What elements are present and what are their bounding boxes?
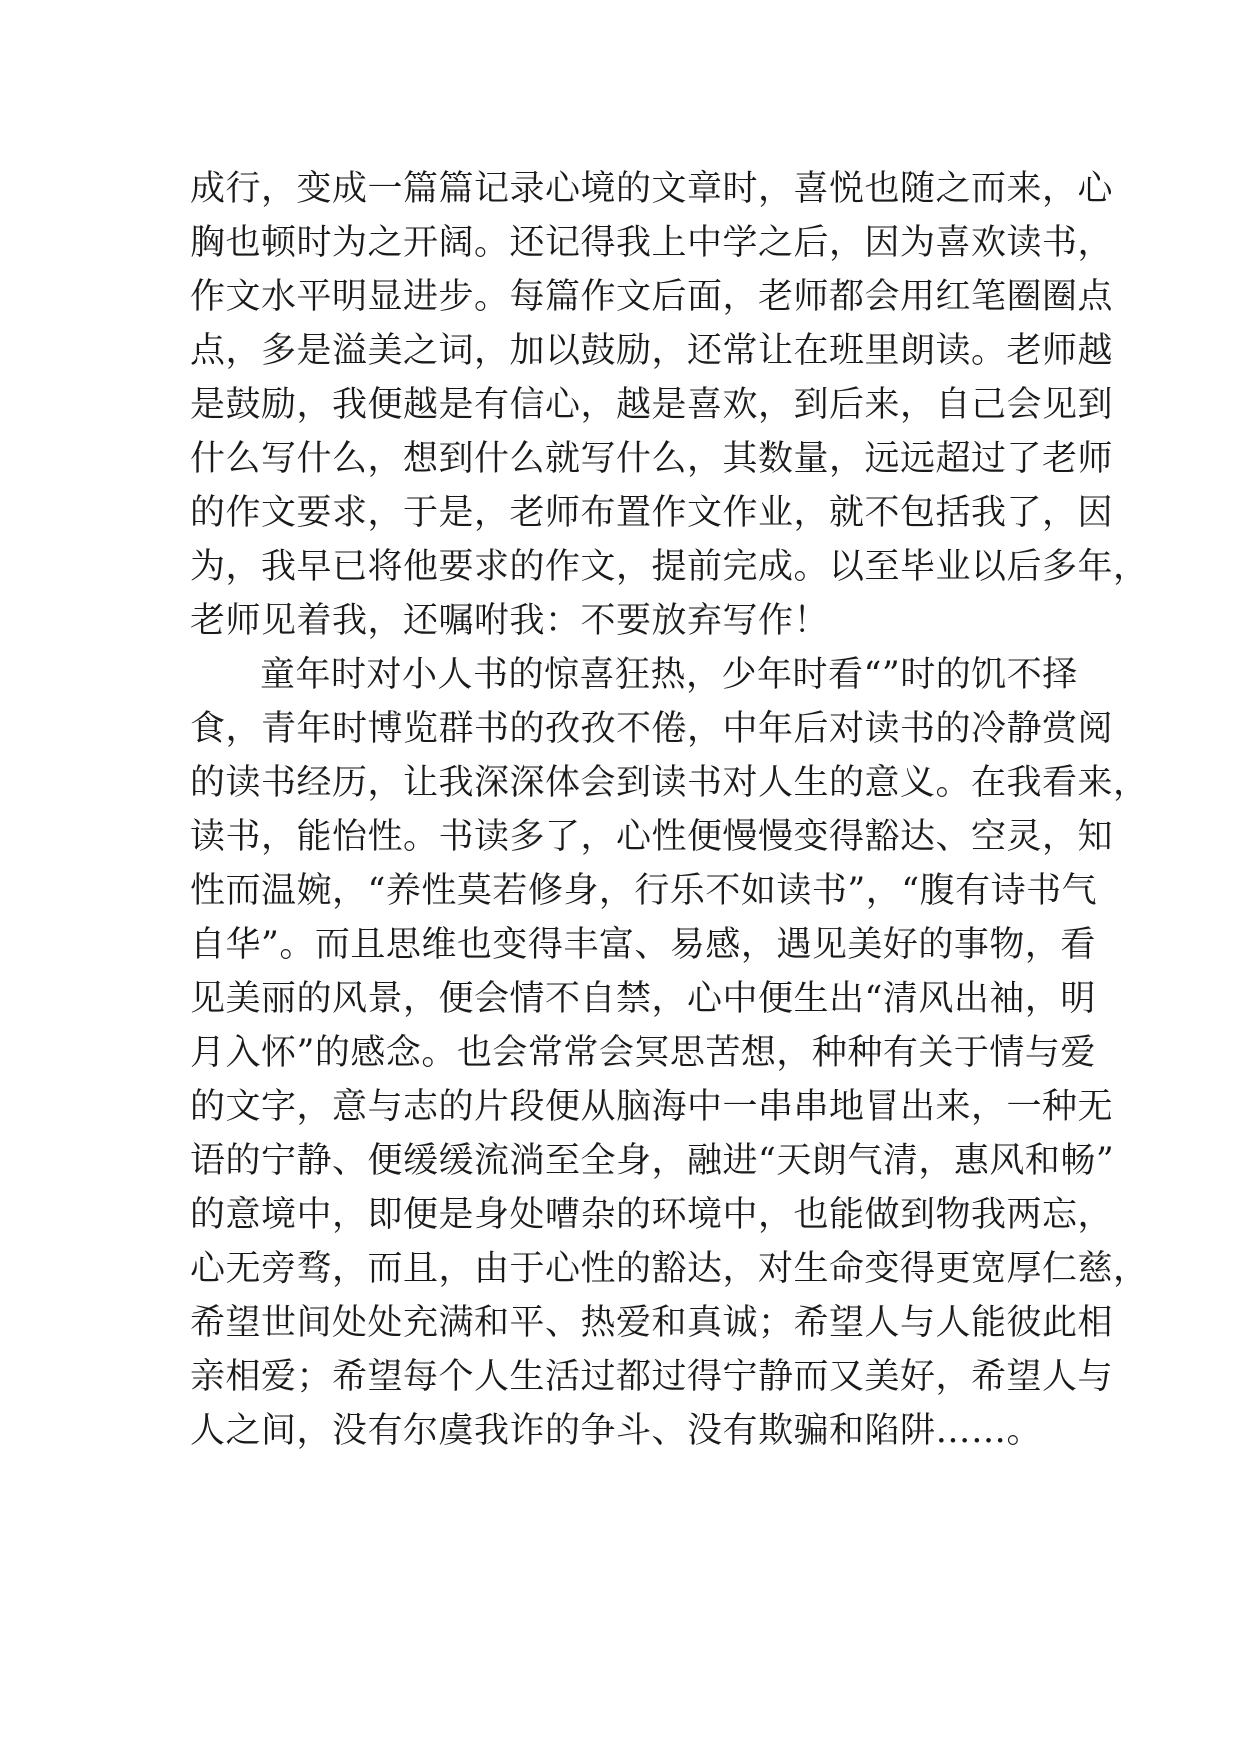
text-line: 性而温婉，“养性莫若修身，行乐不如读书”，“腹有诗书气 xyxy=(190,871,1098,911)
text-line: 胸也顿时为之开阔。还记得我上中学之后，因为喜欢读书， xyxy=(190,223,1114,263)
text-line: 心无旁骛，而且，由于心性的豁达，对生命变得更宽厚仁慈， xyxy=(190,1249,1149,1289)
text-line: 点，多是溢美之词，加以鼓励，还常让在班里朗读。老师越 xyxy=(190,331,1114,371)
text-line: 食，青年时博览群书的孜孜不倦，中年后对读书的冷静赏阅 xyxy=(190,709,1114,749)
text-line: 月入怀”的感念。也会常常会冥思苦想，种种有关于情与爱 xyxy=(190,1033,1096,1073)
text-line: 老师见着我，还嘱咐我：不要放弃写作！ xyxy=(190,601,830,641)
text-line: 是鼓励，我便越是有信心，越是喜欢，到后来，自己会见到 xyxy=(190,385,1114,425)
text-line: 的意境中，即便是身处嘈杂的环境中，也能做到物我两忘， xyxy=(190,1195,1114,1235)
text-line: 的文字，意与志的片段便从脑海中一串串地冒出来，一种无 xyxy=(190,1087,1114,1127)
text-line: 的作文要求，于是，老师布置作文作业，就不包括我了，因 xyxy=(190,493,1114,533)
body-text xyxy=(190,162,1149,1458)
text-line: 什么写什么，想到什么就写什么，其数量，远远超过了老师 xyxy=(190,439,1114,479)
text-line: 人之间，没有尔虞我诈的争斗、没有欺骗和陷阱……。 xyxy=(190,1411,1043,1451)
text-line: 见美丽的风景，便会情不自禁，心中便生出“清风出袖，明 xyxy=(190,979,1096,1019)
text-line: 为，我早已将他要求的作文，提前完成。以至毕业以后多年， xyxy=(190,547,1149,587)
text-line: 读书，能怡性。书读多了，心性便慢慢变得豁达、空灵，知 xyxy=(190,817,1114,857)
text-line: 希望世间处处充满和平、热爱和真诚；希望人与人能彼此相 xyxy=(190,1303,1114,1343)
text-line: 语的宁静、便缓缓流淌至全身，融进“天朗气清，惠风和畅” xyxy=(190,1141,1115,1181)
text-line: 作文水平明显进步。每篇作文后面，老师都会用红笔圈圈点 xyxy=(190,277,1114,317)
text-line: 亲相爱；希望每个人生活过都过得宁静而又美好，希望人与 xyxy=(190,1357,1114,1397)
text-line: 自华”。而且思维也变得丰富、易感，遇见美好的事物，看 xyxy=(190,925,1096,965)
text-line: 童年时对小人书的惊喜狂热，少年时看“”时的饥不择 xyxy=(260,655,1078,695)
text-line: 成行，变成一篇篇记录心境的文章时，喜悦也随之而来，心 xyxy=(190,169,1114,209)
text-line: 的读书经历，让我深深体会到读书对人生的意义。在我看来， xyxy=(190,763,1149,803)
